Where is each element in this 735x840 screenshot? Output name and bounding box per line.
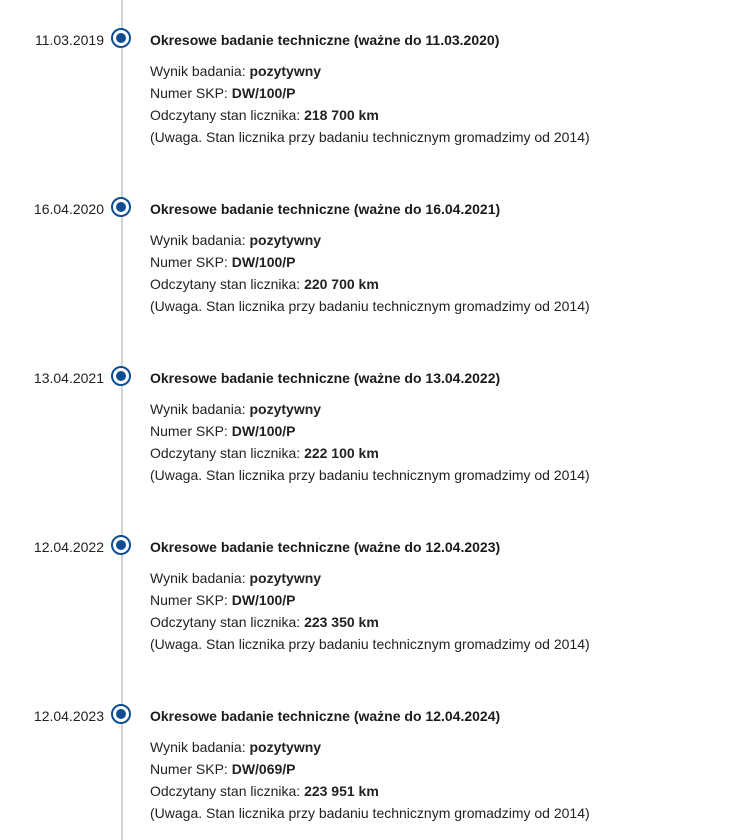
skp-value: DW/100/P <box>231 254 296 270</box>
skp-label: Numer SKP: <box>150 254 232 270</box>
entry-title: Okresowe badanie techniczne (ważne do 16.04.2021) <box>150 201 501 217</box>
timeline-entry <box>0 517 735 652</box>
entry-title: Okresowe badanie techniczne (ważne do 13.04.2022) <box>150 370 501 386</box>
result-label: Wynik badania: <box>150 63 250 79</box>
entry-title: Okresowe badanie techniczne (ważne do 12.04.2024) <box>150 708 501 724</box>
entry-result <box>150 229 725 251</box>
skp-label: Numer SKP: <box>150 592 232 608</box>
odometer-label: Odczytany stan licznika: <box>150 276 305 292</box>
entry-date: 13.04.2021 <box>33 370 104 386</box>
entry-date: 12.04.2023 <box>33 708 104 724</box>
entry-result <box>150 398 725 420</box>
result-value: pozytywny <box>249 739 322 755</box>
odometer-value: 223 951 km <box>304 783 379 799</box>
entry-odometer <box>150 104 725 126</box>
odometer-label: Odczytany stan licznika: <box>150 614 305 630</box>
entry-note: (Uwaga. Stan licznika przy badaniu technicznym gromadzimy od 2014) <box>150 805 590 821</box>
entry-skp <box>150 420 725 442</box>
entry-odometer <box>150 611 725 633</box>
skp-value: DW/100/P <box>231 423 296 439</box>
odometer-value: 220 700 km <box>304 276 379 292</box>
result-value: pozytywny <box>249 63 322 79</box>
entry-odometer <box>150 442 725 464</box>
odometer-value: 222 100 km <box>304 445 379 461</box>
result-value: pozytywny <box>249 570 322 586</box>
entry-body <box>150 30 725 148</box>
entry-result <box>150 736 725 758</box>
entry-body <box>150 706 725 824</box>
entry-result <box>150 60 725 82</box>
odometer-label: Odczytany stan licznika: <box>150 783 305 799</box>
result-value: pozytywny <box>249 232 322 248</box>
entry-note: (Uwaga. Stan licznika przy badaniu technicznym gromadzimy od 2014) <box>150 298 590 314</box>
timeline-entry <box>0 686 735 821</box>
entry-title: Okresowe badanie techniczne (ważne do 11.03.2020) <box>150 32 500 48</box>
result-value: pozytywny <box>249 401 322 417</box>
skp-label: Numer SKP: <box>150 423 232 439</box>
entry-body <box>150 368 725 486</box>
odometer-label: Odczytany stan licznika: <box>150 107 305 123</box>
entry-title: Okresowe badanie techniczne (ważne do 12.04.2023) <box>150 539 501 555</box>
entry-skp <box>150 82 725 104</box>
skp-value: DW/100/P <box>231 592 296 608</box>
entry-body <box>150 537 725 655</box>
timeline-entry <box>0 179 735 314</box>
skp-label: Numer SKP: <box>150 761 232 777</box>
timeline-marker-icon <box>111 197 131 217</box>
entry-result <box>150 567 725 589</box>
odometer-label: Odczytany stan licznika: <box>150 445 305 461</box>
timeline-entry <box>0 10 735 145</box>
entry-date: 12.04.2022 <box>33 539 104 555</box>
entry-body <box>150 199 725 317</box>
skp-value: DW/100/P <box>231 85 296 101</box>
entry-odometer <box>150 780 725 802</box>
timeline-marker-icon <box>111 366 131 386</box>
result-label: Wynik badania: <box>150 232 250 248</box>
entry-note: (Uwaga. Stan licznika przy badaniu technicznym gromadzimy od 2014) <box>150 129 590 145</box>
odometer-value: 218 700 km <box>304 107 379 123</box>
entry-skp <box>150 758 725 780</box>
entry-skp <box>150 251 725 273</box>
result-label: Wynik badania: <box>150 401 250 417</box>
timeline-marker-icon <box>111 28 131 48</box>
entry-date: 16.04.2020 <box>33 201 104 217</box>
timeline-marker-icon <box>111 535 131 555</box>
timeline-marker-icon <box>111 704 131 724</box>
skp-value: DW/069/P <box>231 761 296 777</box>
result-label: Wynik badania: <box>150 739 250 755</box>
result-label: Wynik badania: <box>150 570 250 586</box>
entry-skp <box>150 589 725 611</box>
entry-note: (Uwaga. Stan licznika przy badaniu technicznym gromadzimy od 2014) <box>150 467 590 483</box>
entry-odometer <box>150 273 725 295</box>
entry-note: (Uwaga. Stan licznika przy badaniu technicznym gromadzimy od 2014) <box>150 636 590 652</box>
timeline-entry <box>0 348 735 483</box>
skp-label: Numer SKP: <box>150 85 232 101</box>
odometer-value: 223 350 km <box>304 614 379 630</box>
entry-date: 11.03.2019 <box>34 32 104 48</box>
